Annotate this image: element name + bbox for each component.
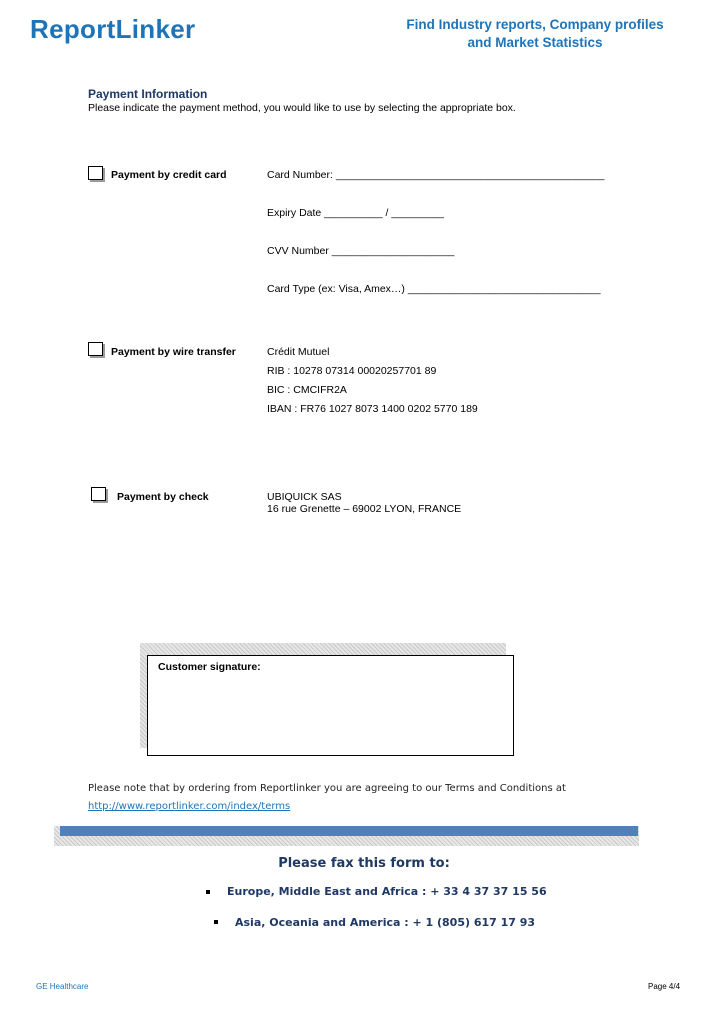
- check-label: Payment by check: [117, 491, 209, 503]
- tagline-line-1: Find Industry reports, Company profiles: [406, 17, 664, 32]
- iban-number: IBAN : FR76 1027 8073 1400 0202 5770 189: [267, 403, 478, 415]
- bic-code: BIC : CMCIFR2A: [267, 384, 347, 396]
- header-tagline: [380, 16, 690, 52]
- footer-company: GE Healthcare: [36, 982, 89, 991]
- bank-name: Crédit Mutuel: [267, 346, 330, 358]
- fax-title: Please fax this form to:: [278, 856, 450, 871]
- payment-info-description: Please indicate the payment method, you would like to use by selecting the appropriate box.: [88, 102, 516, 114]
- signature-label: Customer signature:: [158, 661, 261, 673]
- expiry-date-field[interactable]: Expiry Date __________ / _________: [267, 207, 444, 219]
- check-payee: UBIQUICK SAS: [267, 491, 342, 503]
- fax-europe: Europe, Middle East and Africa : + 33 4 37 37 15 56: [227, 885, 547, 898]
- reportlinker-logo[interactable]: ReportLinker: [30, 14, 196, 44]
- footer-page-number: Page 4/4: [648, 982, 681, 991]
- wire-transfer-checkbox[interactable]: [88, 342, 103, 356]
- credit-card-checkbox[interactable]: [88, 166, 103, 180]
- tagline-line-2: and Market Statistics: [467, 35, 603, 50]
- terms-link[interactable]: http://www.reportlinker.com/index/terms: [88, 801, 291, 812]
- bullet-icon: [206, 890, 210, 894]
- card-type-field[interactable]: Card Type (ex: Visa, Amex…) _________________________________: [267, 283, 601, 295]
- wire-transfer-label: Payment by wire transfer: [111, 346, 236, 358]
- divider-band: [60, 826, 638, 836]
- card-number-field[interactable]: Card Number: ______________________________________________: [267, 169, 605, 181]
- bullet-icon: [214, 920, 218, 924]
- rib-number: RIB : 10278 07314 00020257701 89: [267, 365, 437, 377]
- fax-asia: Asia, Oceania and America : + 1 (805) 617 17 93: [235, 916, 536, 929]
- payment-info-title: Payment Information: [88, 87, 208, 101]
- check-checkbox[interactable]: [91, 487, 106, 501]
- cvv-field[interactable]: CVV Number _____________________: [267, 245, 455, 257]
- terms-note: Please note that by ordering from Reportlinker you are agreeing to our Terms and Conditions at: [88, 783, 566, 794]
- credit-card-label: Payment by credit card: [111, 169, 227, 181]
- check-address: 16 rue Grenette – 69002 LYON, FRANCE: [267, 503, 462, 515]
